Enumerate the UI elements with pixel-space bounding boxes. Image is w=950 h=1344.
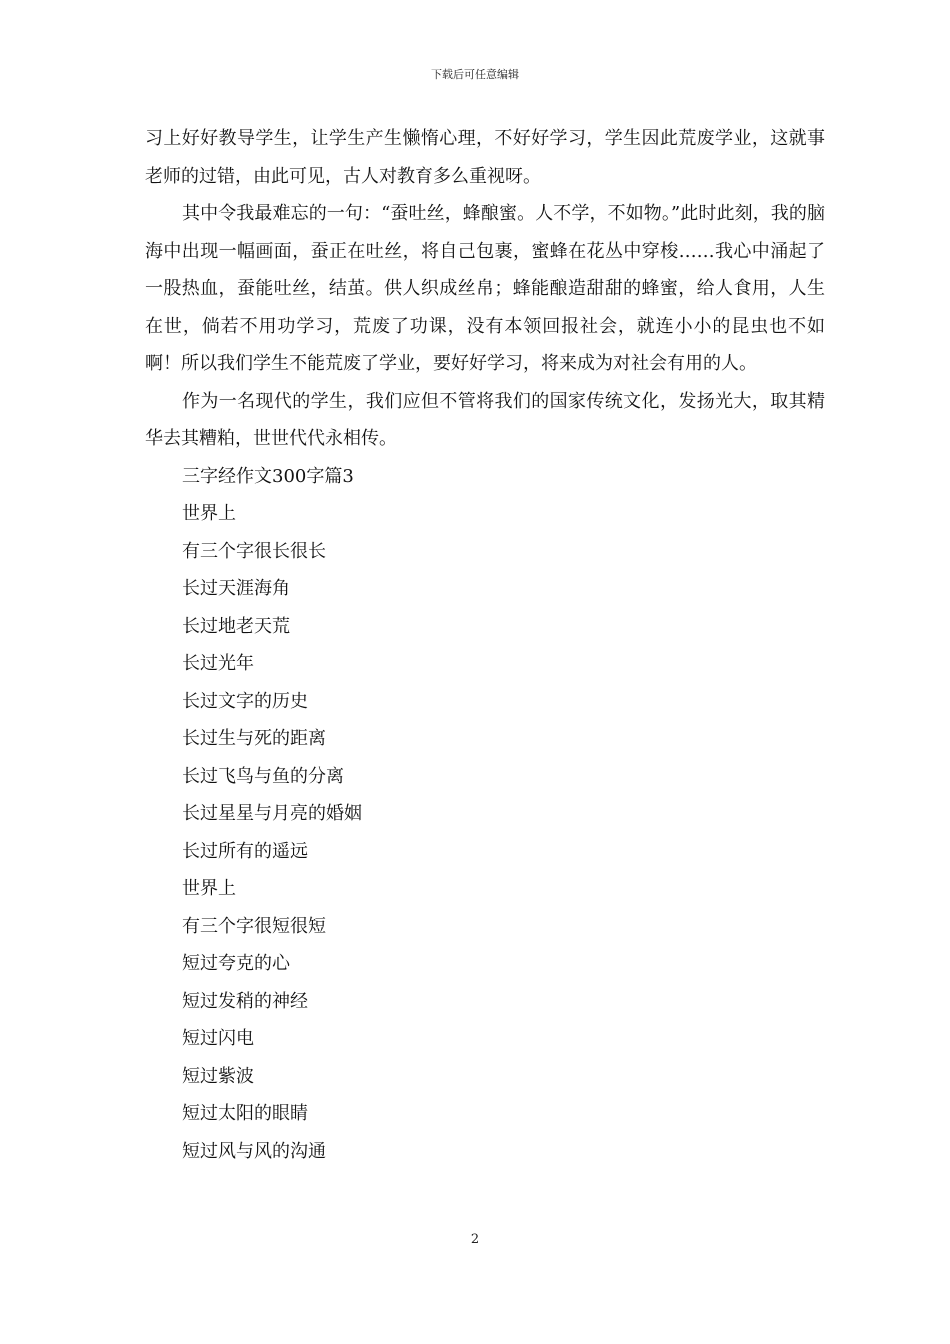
poem-line: 长过生与死的距离 — [182, 728, 326, 749]
poem-line: 世界上 — [182, 878, 236, 899]
poem — [145, 495, 825, 1170]
poem-line: 短过风与风的沟通 — [182, 1140, 326, 1162]
poem-line: 长过星星与月亮的婚姻 — [182, 803, 362, 824]
poem-line: 短过闪电 — [182, 1028, 254, 1049]
poem-line: 有三个字很短很短 — [182, 915, 326, 937]
poem-line: 短过太阳的眼睛 — [182, 1103, 308, 1124]
poem-line: 短过发稍的神经 — [182, 990, 308, 1012]
poem-line: 长过地老天荒 — [182, 615, 290, 637]
poem-line: 长过所有的遥远 — [182, 840, 308, 862]
paragraph-conclusion: 作为一名现代的学生，我们应但不管将我们的国家传统文化，发扬光大，取其精华去其糟粕，世世代代永相传。 — [145, 390, 825, 449]
poem-line: 长过天涯海角 — [182, 578, 290, 599]
paragraph-quote: 其中令我最难忘的一句：“蚕吐丝，蜂酿蜜。人不学，不如物。”此时此刻，我的脑海中出现一幅画面，蚕正在吐丝，将自己包裹，蜜蜂在花丛中穿梭……我心中涌起了一股热血，蚕能吐丝，结茧。供人织成丝帛；蜂能酿造甜甜的蜂蜜，给人食用，人生在世，倘若不用功学习，荒废了功课，没有本领回报社会，就连小小的昆虫也不如啊！所以我们学生不能荒废了学业，要好好学习，将来成为对社会有用的人。 — [145, 203, 825, 374]
page-number: 2 — [470, 1232, 480, 1247]
document-body — [145, 120, 825, 1170]
poem-line: 短过紫波 — [182, 1065, 254, 1087]
poem-line: 短过夸克的心 — [182, 953, 290, 974]
poem-line: 有三个字很长很长 — [182, 540, 326, 562]
paragraph-continuation: 习上好好教导学生，让学生产生懒惰心理，不好好学习，学生因此荒废学业，这就事老师的过错，由此可见，古人对教育多么重视呀。 — [145, 128, 825, 187]
section-title: 三字经作文300字篇3 — [182, 465, 354, 487]
poem-line: 世界上 — [182, 503, 236, 524]
poem-line: 长过飞鸟与鱼的分离 — [182, 765, 344, 787]
poem-line: 长过文字的历史 — [182, 690, 308, 712]
poem-line: 长过光年 — [182, 653, 254, 674]
page-header: 下载后可任意编辑 — [431, 68, 519, 81]
